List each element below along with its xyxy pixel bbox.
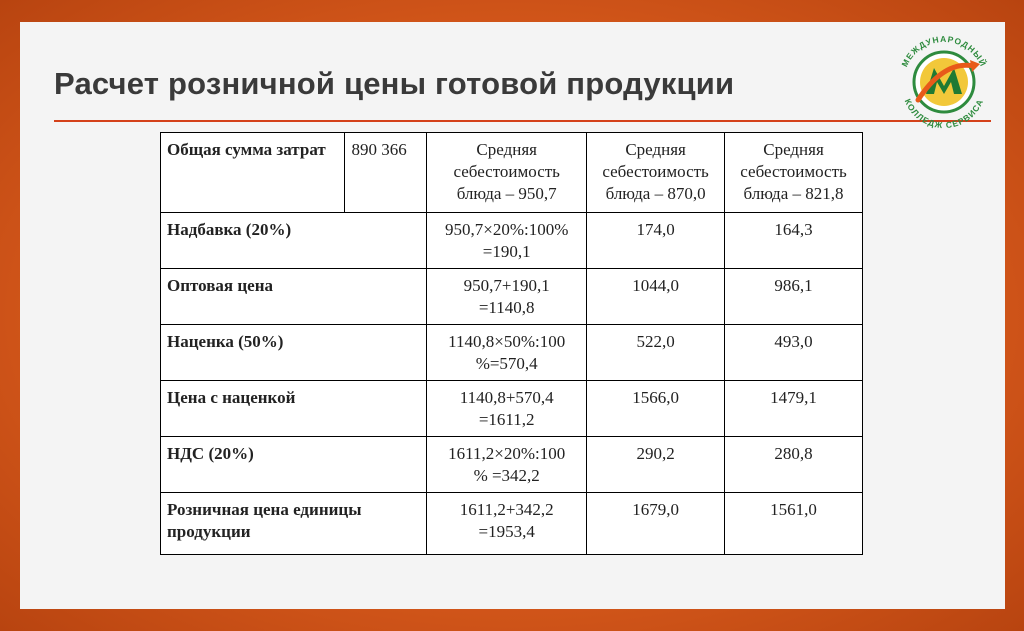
- row-value-col2: 290,2: [587, 437, 725, 493]
- row-label: Цена с наценкой: [161, 381, 427, 437]
- row-calc-cell: [427, 325, 587, 381]
- row-value-col3: 1561,0: [725, 493, 863, 555]
- calc-result: %=570,4: [475, 354, 538, 373]
- table-row: [161, 213, 863, 269]
- slide: [20, 22, 1005, 609]
- calc-formula: 1140,8+570,4: [459, 388, 554, 407]
- row-value-col2: 522,0: [587, 325, 725, 381]
- row-label: Наценка (50%): [161, 325, 427, 381]
- row-value-col3: 1479,1: [725, 381, 863, 437]
- calc-formula: 950,7×20%:100%: [445, 220, 569, 239]
- title-divider: [54, 120, 991, 122]
- table-row: [161, 493, 863, 555]
- header-col2: Средняя себестоимость блюда – 870,0: [587, 133, 725, 213]
- header-col3: Средняя себестоимость блюда – 821,8: [725, 133, 863, 213]
- row-value-col2: 174,0: [587, 213, 725, 269]
- calc-formula: 1140,8×50%:100: [448, 332, 566, 351]
- college-logo-icon: [888, 30, 1000, 130]
- row-value-col3: 280,8: [725, 437, 863, 493]
- row-value-col3: 986,1: [725, 269, 863, 325]
- row-value-col2: 1044,0: [587, 269, 725, 325]
- calc-result: =1611,2: [478, 410, 535, 429]
- header-label-cell: Общая сумма затрат: [161, 133, 345, 213]
- row-calc-cell: [427, 213, 587, 269]
- calc-formula: 1611,2×20%:100: [448, 444, 566, 463]
- calc-formula: 1611,2+342,2: [459, 500, 554, 519]
- row-value-col2: 1566,0: [587, 381, 725, 437]
- row-label: Надбавка (20%): [161, 213, 427, 269]
- logo-text-top: МЕЖДУНАРОДНЫЙ: [899, 33, 989, 69]
- table-row: [161, 381, 863, 437]
- row-label: Розничная цена единицы продукции: [161, 493, 427, 555]
- table-header-row: [161, 133, 863, 213]
- row-value-col3: 164,3: [725, 213, 863, 269]
- calc-result: =1140,8: [478, 298, 535, 317]
- row-label: Оптовая цена: [161, 269, 427, 325]
- calc-result: % =342,2: [473, 466, 540, 485]
- total-cost-cell: 890 366: [345, 133, 427, 213]
- header-col1: Средняя себестоимость блюда – 950,7: [427, 133, 587, 213]
- calc-result: =190,1: [482, 242, 531, 261]
- row-calc-cell: [427, 493, 587, 555]
- calc-result: =1953,4: [478, 522, 535, 541]
- logo-text-bottom: КОЛЛЕДЖ СЕРВИСА: [902, 97, 986, 130]
- calc-formula: 950,7+190,1: [463, 276, 550, 295]
- row-calc-cell: [427, 437, 587, 493]
- table-row: [161, 325, 863, 381]
- row-label: НДС (20%): [161, 437, 427, 493]
- row-calc-cell: [427, 269, 587, 325]
- row-calc-cell: [427, 381, 587, 437]
- table-row: [161, 269, 863, 325]
- row-value-col2: 1679,0: [587, 493, 725, 555]
- price-calculation-table: [160, 132, 863, 555]
- table-row: [161, 437, 863, 493]
- row-value-col3: 493,0: [725, 325, 863, 381]
- slide-title: Расчет розничной цены готовой продукции: [54, 66, 735, 101]
